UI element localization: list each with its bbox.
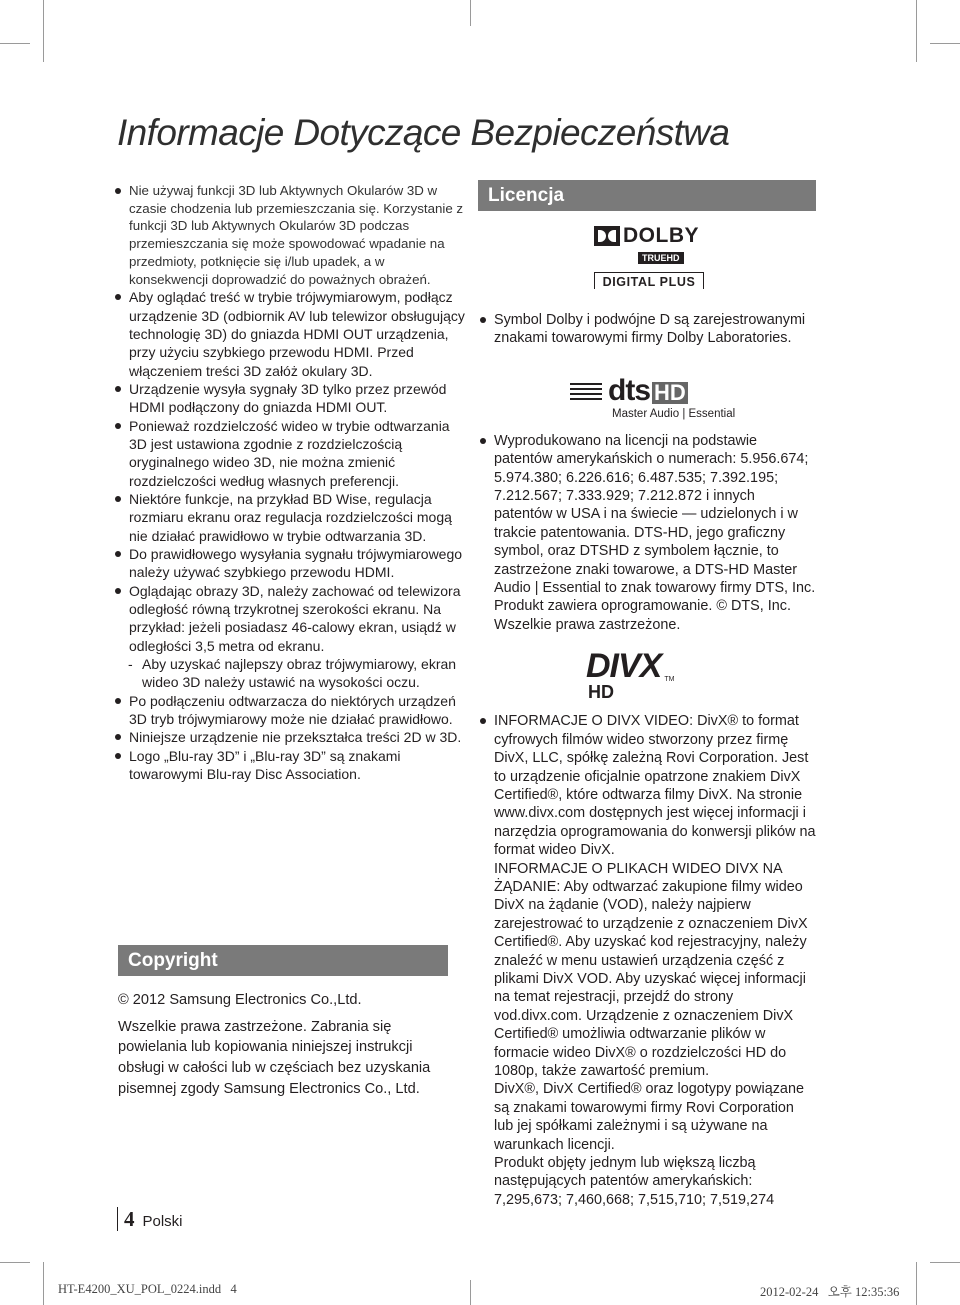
crop-mark <box>470 0 471 26</box>
page-footer <box>117 1206 183 1232</box>
list-item: Niniejsze urządzenie nie przekształca treści 2D w 3D. <box>113 728 465 746</box>
dolby-wordmark: DOLBY <box>623 224 699 247</box>
license-list <box>478 712 816 1209</box>
digital-plus-label: DIGITAL PLUS <box>594 272 704 289</box>
licencja-heading: Licencja <box>478 180 816 211</box>
safety-list <box>113 182 465 784</box>
crop-mark <box>916 1262 917 1305</box>
list-item: Niektóre funkcje, na przykład BD Wise, regulacja rozmiaru ekranu oraz regulacja rozdzielczości mogą nie działać prawidłowo w trybie odtwarzania 3D. <box>113 490 465 545</box>
copyright-notice: Wszelkie prawa zastrzeżone. Zabrania się powielania lub kopiowania niniejszej instrukcji obsługi w całości lub w częściach bez uzyskania pisemnej zgody Samsung Electronics Co., Ltd. <box>118 1018 431 1097</box>
slug-filename: HT-E4200_XU_POL_0224.indd 4 <box>58 1282 237 1296</box>
list-item-text: Oglądając obrazy 3D, należy zachować od telewizora odległość równą trzykrotnej szerokości ekranu. Na przykład: jeżeli posiadasz 46-calowy ekran, usiądź w odległości 3,5 metra od ekranu. <box>129 582 461 654</box>
sub-list-item-text: Aby uzyskać najlepszy obraz trójwymiarowy, ekran wideo 3D należy ustawić na wysokości oczu. <box>142 656 457 691</box>
crop-mark <box>930 43 960 44</box>
copyright-section <box>118 945 448 1100</box>
copyright-heading: Copyright <box>118 945 448 976</box>
list-item: Nie używaj funkcji 3D lub Aktywnych Okularów 3D w czasie chodzenia lub przemieszczania się. Korzystanie z funkcji 3D lub Aktywnych Okularów 3D podczas przemieszczania się może spowodować wpadanie na przedmioty, potknięcie się i/lub upadek, a w konsekwencji doprowadzić do poważnych obrażeń. <box>113 182 465 288</box>
divx-paragraph: Produkt objęty jednym lub większą liczbą następujących patentów amerykańskich: 7,295,673; 7,460,668; 7,515,710; 7,519,274 <box>494 1155 775 1208</box>
list-item: Ponieważ rozdzielczość wideo w trybie odtwarzania 3D jest ustawiona zgodnie z rozdzielczością oryginalnego wideo 3D, nie można zmienić rozdzielczości według własnych preferencji. <box>113 417 465 490</box>
right-column <box>478 180 816 1209</box>
crop-mark <box>43 0 44 62</box>
sub-list-item <box>128 655 465 692</box>
dts-swoosh-icon <box>568 378 604 404</box>
divx-paragraph: INFORMACJE O DIVX VIDEO: DivX® to format cyfrowych filmów wideo stworzony przez firmę DivX, LLC, spółkę zależną Rovi Corporation. Jest to urządzenie oficjalnie opatrzone znakiem DivX Certified®, które odtwarza filmy DivX. Na stronie www.divx.com dostępnych jest więcej informacji i narzędzia oprogramowania do konwersji plików na format wideo DivX. <box>494 713 816 859</box>
footer-divider <box>117 1207 118 1231</box>
license-list <box>478 311 816 348</box>
copyright-line: © 2012 Samsung Electronics Co.,Ltd. <box>118 992 362 1008</box>
divx-paragraph: DivX®, DivX Certified® oraz logotypy powiązane są znakami towarowymi firmy Rovi Corporation lub jej spółkami zależnymi i są używane na warunkach licencji. <box>494 1081 804 1153</box>
list-item: Aby oglądać treść w trybie trójwymiarowym, podłącz urządzenie 3D (odbiornik AV lub telewizor obsługujący technologię 3D) do gniazda HDMI OUT urządzenia, przy użyciu szybkiego przewodu HDMI. Przed włączeniem treści 3D załóż okulary 3D. <box>113 288 465 380</box>
truehd-badge: TRUEHD <box>638 252 684 264</box>
divx-tm-mark: TM <box>664 676 675 684</box>
crop-mark <box>0 1262 30 1263</box>
divx-hd-logo <box>586 647 716 706</box>
dolby-double-d-icon <box>594 226 620 246</box>
divx-paragraph: INFORMACJE O PLIKACH WIDEO DIVX NA ŻĄDANIE: Aby odtwarzać zakupione filmy wideo DivX na żądanie (VOD), należy najpierw zarejestrować to urządzenie z oznaczeniem DivX Certified®. Aby uzyskać kod rejestracyjny, należy znaleźć w menu ustawień urządzenia część z plikami DivX VOD. Aby uzyskać więcej informacji na temat rejestracji, przejdź do strony vod.divx.com. Urządzenie z oznaczeniem DivX Certified® umożliwia odtwarzanie plików w formacie wideo DivX® o rozdzielczości HD do 1080p, także zawartość premium. <box>494 860 808 1079</box>
list-item: Logo „Blu-ray 3D” i „Blu-ray 3D” są znakami towarowymi Blu-ray Disc Association. <box>113 747 465 784</box>
license-list <box>478 432 816 634</box>
dts-wordmark: dts <box>608 373 650 407</box>
list-item <box>478 712 816 1209</box>
left-column <box>113 182 465 784</box>
crop-mark <box>916 0 917 62</box>
list-item: Wyprodukowano na licencji na podstawie patentów amerykańskich o numerach: 5.956.674; 5.974.380; 6.226.616; 6.487.535; 7.392.195; 7.212.567; 7.333.929; 7.212.872 i innych patentów w USA i na świecie — udzielonych i w trakcie patentowania. DTS-HD, jego graficzny symbol, oraz DTSHD z symbolem łącznie, to zastrzeżone znaki towarowe, a DTS-HD Master Audio | Essential to znak towarowy firmy DTS, Inc. Produkt zawiera oprogramowanie. © DTS, Inc. Wszelkie prawa zastrzeżone. <box>478 432 816 634</box>
list-item: Do prawidłowego wysyłania sygnału trójwymiarowego należy używać szybkiego przewodu HDMI. <box>113 545 465 582</box>
dolby-logo <box>594 225 704 307</box>
dash-marker: - <box>128 656 133 673</box>
page-number: 4 <box>124 1206 135 1231</box>
dts-tagline: Master Audio | Essential <box>612 407 736 420</box>
dts-hd-mark: HD <box>654 379 686 405</box>
page-language: Polski <box>142 1212 183 1230</box>
page-title: Informacje Dotyczące Bezpieczeństwa <box>117 112 730 153</box>
crop-mark <box>0 43 30 44</box>
slug-datetime: 2012-02-24 오후 12:35:36 <box>760 1285 900 1299</box>
crop-mark <box>470 1280 471 1305</box>
list-item: Po podłączeniu odtwarzacza do niektórych urządzeń 3D tryb trójwymiarowy może nie działać prawidłowo. <box>113 692 465 729</box>
list-item: Urządzenie wysyła sygnały 3D tylko przez przewód HDMI podłączony do gniazda HDMI OUT. <box>113 380 465 417</box>
dts-hd-logo <box>568 373 768 428</box>
list-item: Symbol Dolby i podwójne D są zarejestrowanymi znakami towarowymi firmy Dolby Laboratories. <box>478 311 816 348</box>
divx-hd-mark: HD <box>588 682 614 703</box>
copyright-text <box>118 990 448 1100</box>
crop-mark <box>930 1262 960 1263</box>
divx-wordmark: DIVX <box>586 647 662 686</box>
list-item <box>113 582 465 692</box>
crop-mark <box>43 1262 44 1305</box>
